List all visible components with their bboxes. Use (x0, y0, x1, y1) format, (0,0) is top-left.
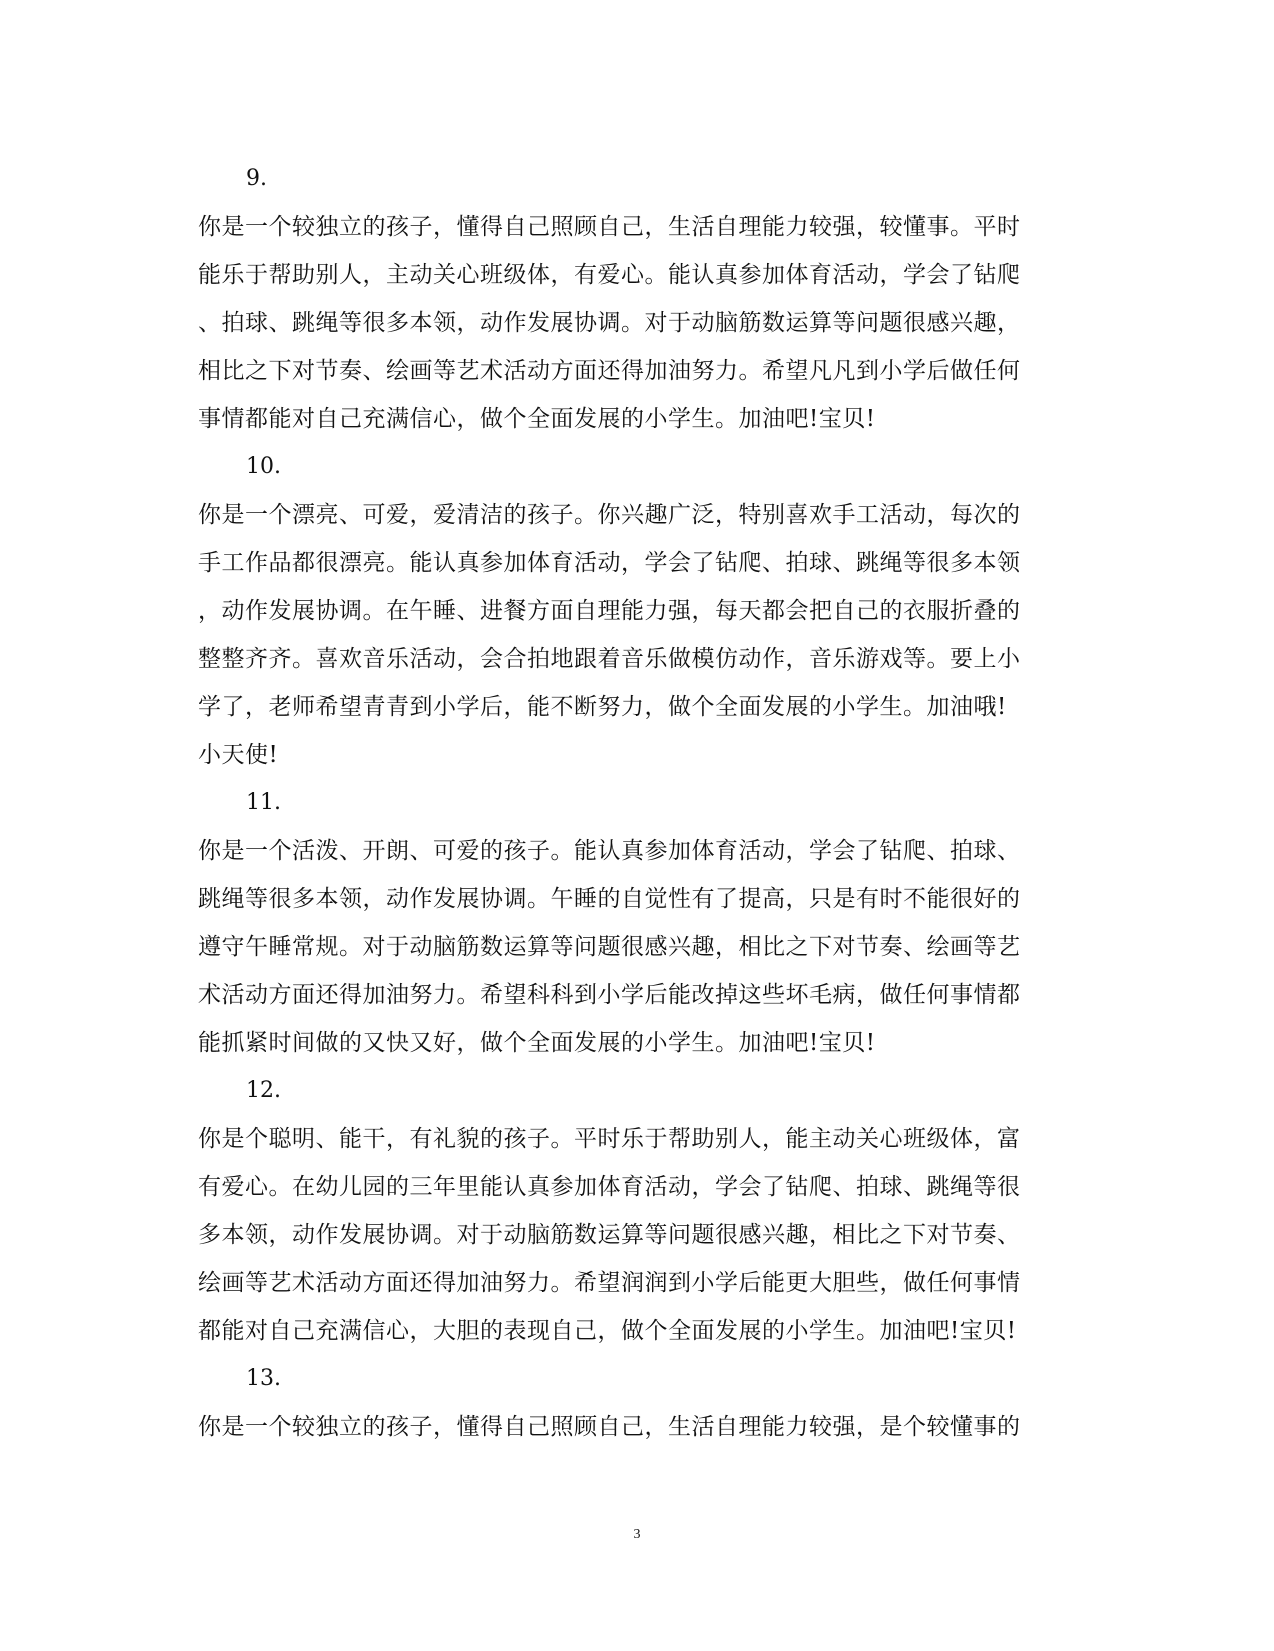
document-body (198, 155, 1078, 1451)
page-number: 3 (633, 1527, 641, 1542)
text-line: ，动作发展协调。在午睡、进餐方面自理能力强，每天都会把自己的衣服折叠的 (198, 598, 1021, 624)
text-line: 你是一个较独立的孩子，懂得自己照顾自己，生活自理能力较强，是个较懂事的 (198, 1414, 1021, 1440)
text-line: 你是一个较独立的孩子，懂得自己照顾自己，生活自理能力较强，较懂事。平时 (198, 214, 1021, 240)
text-line: 有爱心。在幼儿园的三年里能认真参加体育活动，学会了钻爬、拍球、跳绳等很 (198, 1174, 1021, 1200)
entry-number: 10. (246, 454, 281, 479)
entry-13 (198, 1355, 1078, 1451)
text-line: 能抓紧时间做的又快又好，做个全面发展的小学生。加油吧!宝贝! (198, 1030, 876, 1056)
entry-9 (198, 155, 1078, 443)
text-line: 、拍球、跳绳等很多本领，动作发展协调。对于动脑筋数运算等问题很感兴趣， (198, 310, 1021, 336)
entry-number: 12. (246, 1078, 281, 1103)
entry-12 (198, 1067, 1078, 1355)
text-line: 都能对自己充满信心，大胆的表现自己，做个全面发展的小学生。加油吧!宝贝! (198, 1318, 1017, 1344)
entry-number: 11. (246, 790, 281, 815)
text-line: 你是一个漂亮、可爱，爱清洁的孩子。你兴趣广泛，特别喜欢手工活动，每次的 (198, 502, 1021, 528)
text-line: 事情都能对自己充满信心，做个全面发展的小学生。加油吧!宝贝! (198, 406, 876, 432)
text-line: 多本领，动作发展协调。对于动脑筋数运算等问题很感兴趣，相比之下对节奏、 (198, 1222, 1021, 1248)
text-line: 能乐于帮助别人，主动关心班级体，有爱心。能认真参加体育活动，学会了钻爬 (198, 262, 1021, 288)
text-line: 遵守午睡常规。对于动脑筋数运算等问题很感兴趣，相比之下对节奏、绘画等艺 (198, 934, 1021, 960)
entry-number: 9. (246, 166, 267, 191)
text-line: 小天使! (198, 742, 279, 768)
text-line: 绘画等艺术活动方面还得加油努力。希望润润到小学后能更大胆些，做任何事情 (198, 1270, 1021, 1296)
text-line: 你是个聪明、能干，有礼貌的孩子。平时乐于帮助别人，能主动关心班级体，富 (198, 1126, 1021, 1152)
text-line: 相比之下对节奏、绘画等艺术活动方面还得加油努力。希望凡凡到小学后做任何 (198, 358, 1021, 384)
entry-11 (198, 779, 1078, 1067)
text-line: 手工作品都很漂亮。能认真参加体育活动，学会了钻爬、拍球、跳绳等很多本领 (198, 550, 1021, 576)
text-line: 术活动方面还得加油努力。希望科科到小学后能改掉这些坏毛病，做任何事情都 (198, 982, 1021, 1008)
text-line: 整整齐齐。喜欢音乐活动，会合拍地跟着音乐做模仿动作，音乐游戏等。要上小 (198, 646, 1021, 672)
text-line: 跳绳等很多本领，动作发展协调。午睡的自觉性有了提高，只是有时不能很好的 (198, 886, 1021, 912)
text-line: 你是一个活泼、开朗、可爱的孩子。能认真参加体育活动，学会了钻爬、拍球、 (198, 838, 1021, 864)
entry-number: 13. (246, 1366, 281, 1391)
text-line: 学了，老师希望青青到小学后，能不断努力，做个全面发展的小学生。加油哦! (198, 694, 1007, 720)
entry-10 (198, 443, 1078, 779)
